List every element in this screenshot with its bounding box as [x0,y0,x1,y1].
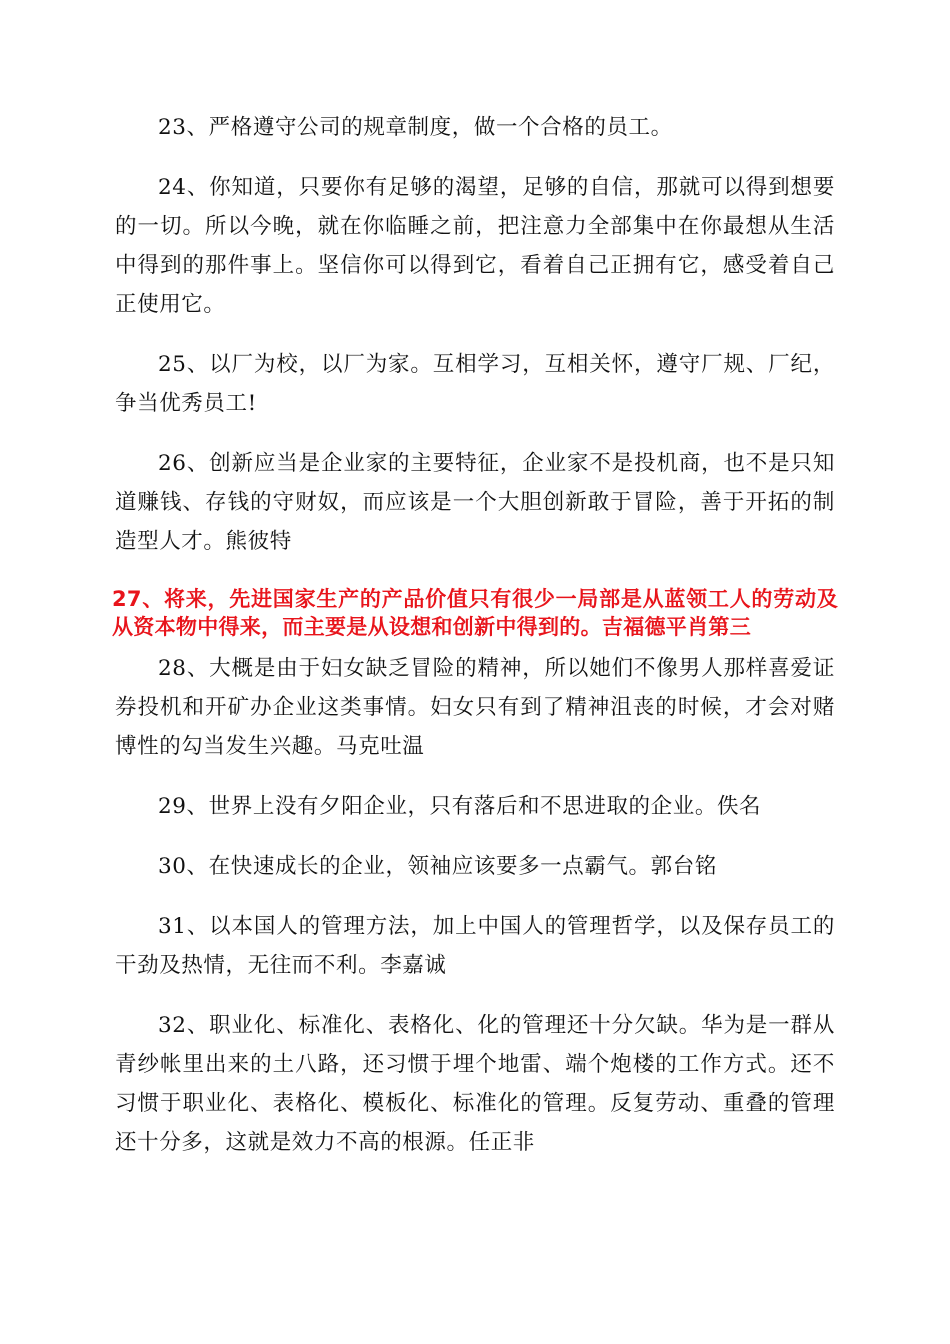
paragraph-23: 23、严格遵守公司的规章制度，做一个合格的员工。 [158,115,673,140]
paragraph-24: 24、你知道，只要你有足够的渴望，足够的自信，那就可以得到想要的一切。所以今晚，就在你临睡之前，把注意力全部集中在你最想从生活中得到的那件事上。坚信你可以得到它，看着自己正拥有它，感受着自己正使用它。 [115,175,835,317]
paragraph-32: 32、职业化、标准化、表格化、化的管理还十分欠缺。华为是一群从青纱帐里出来的土八路，还习惯于埋个地雷、端个炮楼的工作方式。还不习惯于职业化、表格化、模板化、标准化的管理。反复劳动、重叠的管理还十分多，这就是效力不高的根源。任正非 [115,1013,835,1155]
paragraph-25: 25、以厂为校，以厂为家。互相学习，互相关怀，遵守厂规、厂纪，争当优秀员工! [115,352,835,416]
paragraph-30: 30、在快速成长的企业，领袖应该要多一点霸气。郭台铭 [158,854,717,879]
paragraph-27-highlighted: 27、将来，先进国家生产的产品价值只有很少一局部是从蓝领工人的劳动及从资本物中得来，而主要是从设想和创新中得到的。吉福德平肖第三 [112,587,838,639]
paragraph-26: 26、创新应当是企业家的主要特征，企业家不是投机商，也不是只知道赚钱、存钱的守财奴，而应该是一个大胆创新敢于冒险，善于开拓的制造型人才。熊彼特 [115,451,835,554]
document-body [112,108,838,1162]
paragraph-28: 28、大概是由于妇女缺乏冒险的精神，所以她们不像男人那样喜爱证券投机和开矿办企业这类事情。妇女只有到了精神沮丧的时候，才会对赌博性的勾当发生兴趣。马克吐温 [115,656,835,759]
paragraph-31: 31、以本国人的管理方法，加上中国人的管理哲学，以及保存员工的干劲及热情，无往而不利。李嘉诚 [115,914,835,978]
paragraph-29: 29、世界上没有夕阳企业，只有落后和不思进取的企业。佚名 [158,794,762,819]
